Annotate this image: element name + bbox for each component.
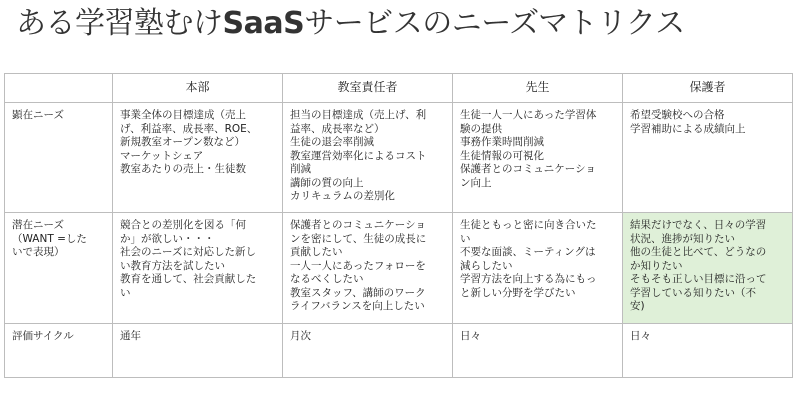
cell-text-line: 削減 (290, 163, 311, 175)
cell-text-line: 講師の質の向上 (290, 176, 364, 189)
cell-text-line: 不要な面談、ミーティングは (460, 246, 596, 258)
table-header-row (5, 74, 793, 103)
cell-text-line: 担当の目標達成（売上げ、利 (290, 109, 427, 121)
cell-text-line: 験の提供 (460, 122, 502, 135)
cell-text-line: 生徒の退会率削減 (290, 136, 374, 148)
cell-text-line: い (460, 232, 471, 245)
column-header-guardian: 保護者 (623, 74, 793, 103)
cell-text-line: 生徒一人一人にあった学習体 (460, 109, 597, 121)
cell-text-line: と新しい分野を学びたい (460, 286, 576, 299)
cell-latent-teacher (453, 213, 623, 324)
cell-text-line: 通年 (120, 330, 141, 342)
page-title (16, 2, 685, 46)
cell-text-line: か」が欲しい・・・ (120, 232, 215, 245)
cell-text-line: げ、利益率、成長率、ROE、 (120, 122, 258, 135)
cell-text-line: 月次 (290, 330, 311, 342)
cell-text-line: いで表現） (12, 246, 65, 258)
cell-text-line: ライフバランスを向上したい (290, 300, 425, 312)
cell-explicit-classroom-manager (283, 103, 453, 213)
column-header-classroom-manager: 教室責任者 (283, 74, 453, 103)
cell-text-line: なるべくしたい (290, 273, 364, 285)
cell-text-line: 教室スタッフ、講師のワーク (290, 286, 426, 299)
table-row-explicit-needs (5, 103, 793, 213)
cell-text-line: （WANT =した (12, 232, 87, 245)
cell-text-line: 顕在ニーズ (12, 109, 64, 121)
cell-explicit-teacher (453, 103, 623, 213)
cell-cycle-classroom-manager (283, 324, 453, 378)
cell-text-line: 日々 (460, 330, 481, 342)
cell-text-line: 評価サイクル (12, 330, 74, 342)
column-header-headquarters: 本部 (113, 74, 283, 103)
table-row-evaluation-cycle (5, 324, 793, 378)
cell-text-line: 教室運営効率化によるコスト (290, 149, 427, 162)
cell-latent-guardian-highlighted (623, 213, 793, 324)
cell-text-line: 事業全体の目標達成（売上 (120, 109, 246, 121)
cell-text-line: 社会のニーズに対応した新し (120, 246, 256, 258)
cell-text-line: 安) (630, 300, 645, 312)
cell-text-line: い教育方法を試したい (120, 259, 225, 272)
cell-text-line: 教育を通して、社会貢献した (120, 273, 257, 285)
cell-text-line: 益率、成長率など） (290, 122, 385, 135)
cell-text-line: 学習補助による成績向上 (630, 122, 746, 135)
cell-text-line: 保護者とのコミュニケーショ (290, 219, 426, 231)
table-corner-cell (5, 74, 113, 103)
page-title-prefix: ある学習塾むけ (16, 6, 223, 41)
cell-text-line: カリキュラムの差別化 (290, 190, 395, 202)
cell-text-line: 保護者とのコミュニケーショ (460, 163, 596, 175)
cell-text-line: 日々 (630, 330, 651, 342)
cell-text-line: そもそも正しい目標に沿って (630, 273, 767, 285)
row-label-evaluation-cycle (5, 324, 113, 378)
cell-text-line: 教室あたりの売上・生徒数 (120, 163, 246, 175)
cell-cycle-guardian (623, 324, 793, 378)
cell-text-line: 貢献したい (290, 246, 343, 258)
cell-text-line: 他の生徒と比べて、どうなの (630, 246, 767, 258)
cell-text-line: 生徒情報の可視化 (460, 149, 544, 162)
cell-text-line: い (120, 286, 131, 299)
cell-text-line: 生徒ともっと密に向き合いた (460, 219, 597, 231)
cell-text-line: 学習方法を向上する為にもっ (460, 273, 597, 285)
cell-text-line: 一人一人にあったフォローを (290, 259, 426, 272)
cell-latent-headquarters (113, 213, 283, 324)
row-label-latent-needs (5, 213, 113, 324)
cell-text-line: 競合との差別化を図る「何 (120, 219, 246, 231)
cell-text-line: ンを密にして、生徒の成長に (290, 232, 427, 245)
cell-cycle-teacher (453, 324, 623, 378)
cell-text-line: 学習している知りたい（不 (630, 286, 756, 299)
page-title-suffix: サービスのニーズマトリクス (304, 6, 685, 41)
row-label-explicit-needs (5, 103, 113, 213)
cell-text-line: マーケットシェア (120, 149, 204, 162)
page-title-brand: SaaS (222, 6, 305, 41)
cell-text-line: 減らしたい (460, 259, 513, 272)
cell-text-line: 事務作業時間削減 (460, 136, 544, 148)
cell-latent-classroom-manager (283, 213, 453, 324)
column-header-teacher: 先生 (453, 74, 623, 103)
cell-text-line: 状況、進捗が知りたい (630, 232, 735, 245)
cell-text-line: 希望受験校への合格 (630, 109, 725, 121)
cell-text-line: か知りたい (630, 259, 683, 272)
cell-text-line: 潜在ニーズ (12, 219, 64, 231)
cell-text-line: ン向上 (460, 176, 492, 189)
cell-cycle-headquarters (113, 324, 283, 378)
cell-explicit-guardian (623, 103, 793, 213)
table-row-latent-needs (5, 213, 793, 324)
cell-text-line: 新規教室オープン数など） (120, 136, 246, 148)
cell-text-line: 結果だけでなく、日々の学習 (630, 219, 767, 231)
needs-matrix-table (4, 73, 793, 378)
cell-explicit-headquarters (113, 103, 283, 213)
